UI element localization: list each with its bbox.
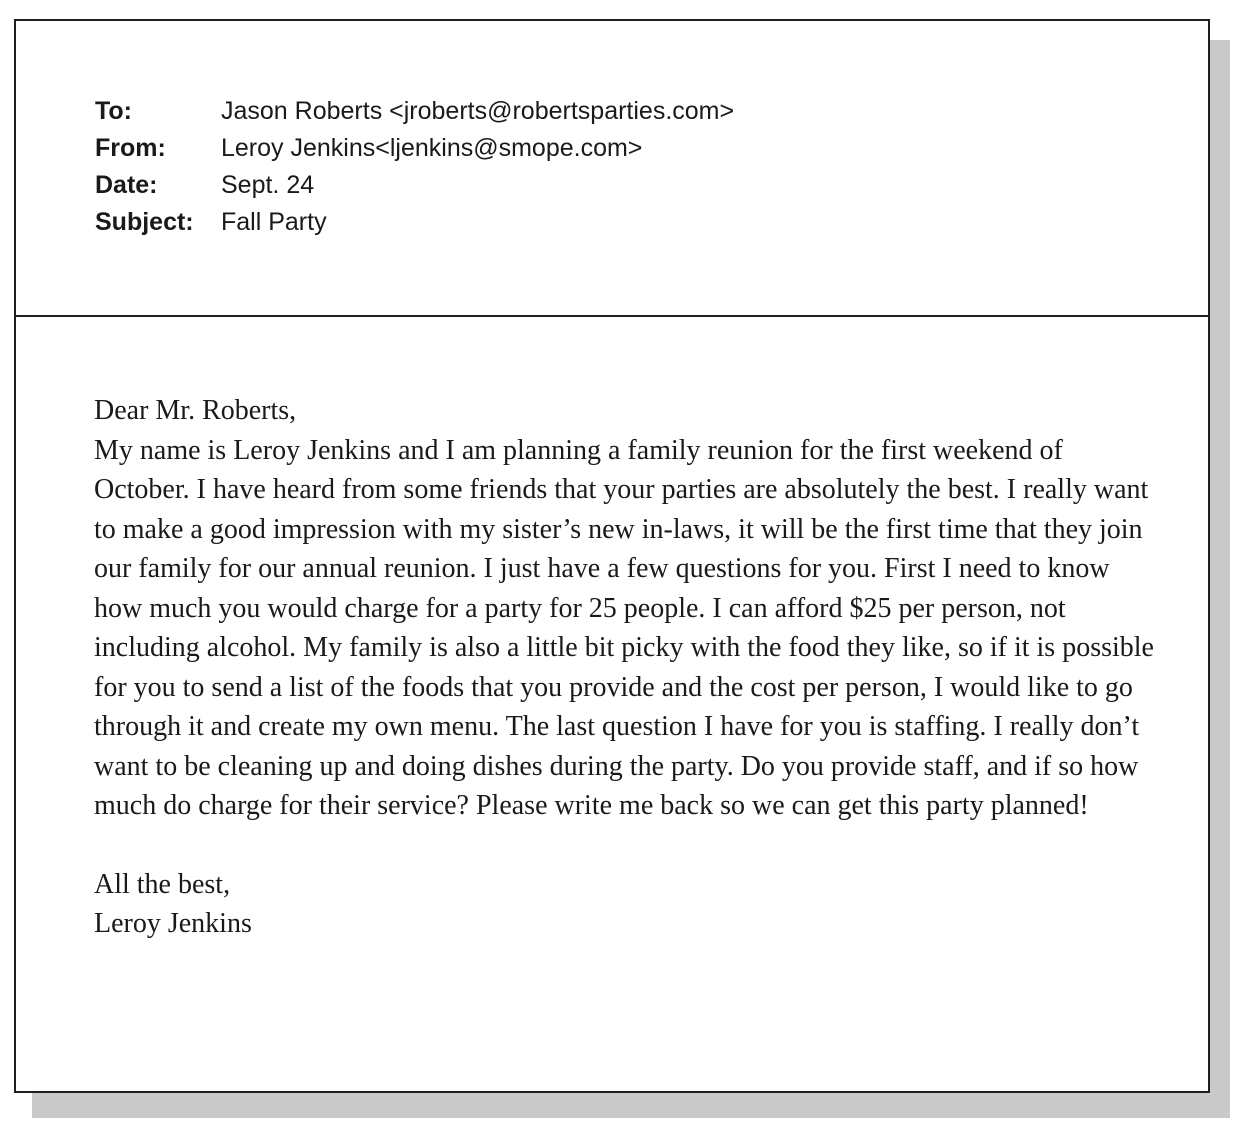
from-value: Leroy Jenkins<ljenkins@smope.com> [221,134,643,162]
to-value: Jason Roberts <jroberts@robertsparties.com> [221,97,735,125]
date-label: Date: [95,171,158,199]
email-document [14,19,1210,1093]
greeting: Dear Mr. Roberts, [94,395,297,426]
body-paragraph: My name is Leroy Jenkins and I am planning a family reunion for the first weekend of October. I have heard from some friends that your parties are absolutely the best. I really want to make a good impression with my sister’s new in-laws, it will be the first time that they join our family for our annual reunion. I just have a few questions for you. First I need to know how much you would charge for a party for 25 people. I can afford $25 per person, not including alcohol. My family is also a little bit picky with the food they like, so if it is possible for you to send a list of the foods that you provide and the cost per person, I would like to go through it and create my own menu. The last question I have for you is staffing. I really don’t want to be cleaning up and doing dishes during the party. Do you provide staff, and if so how much do charge for their service? Please write me back so we can get this party planned! [94,434,1154,821]
subject-value: Fall Party [221,208,327,236]
date-row [95,167,734,204]
subject-label: Subject: [95,208,194,236]
signature: Leroy Jenkins [94,908,252,939]
closing: All the best, [94,868,231,900]
subject-row [95,204,734,241]
to-label: To: [95,97,133,125]
header-fields [95,93,734,241]
date-value: Sept. 24 [221,171,315,199]
to-row [95,93,734,130]
email-header [16,21,1208,317]
from-row [95,130,734,167]
email-body [94,391,1154,944]
from-label: From: [95,134,166,162]
